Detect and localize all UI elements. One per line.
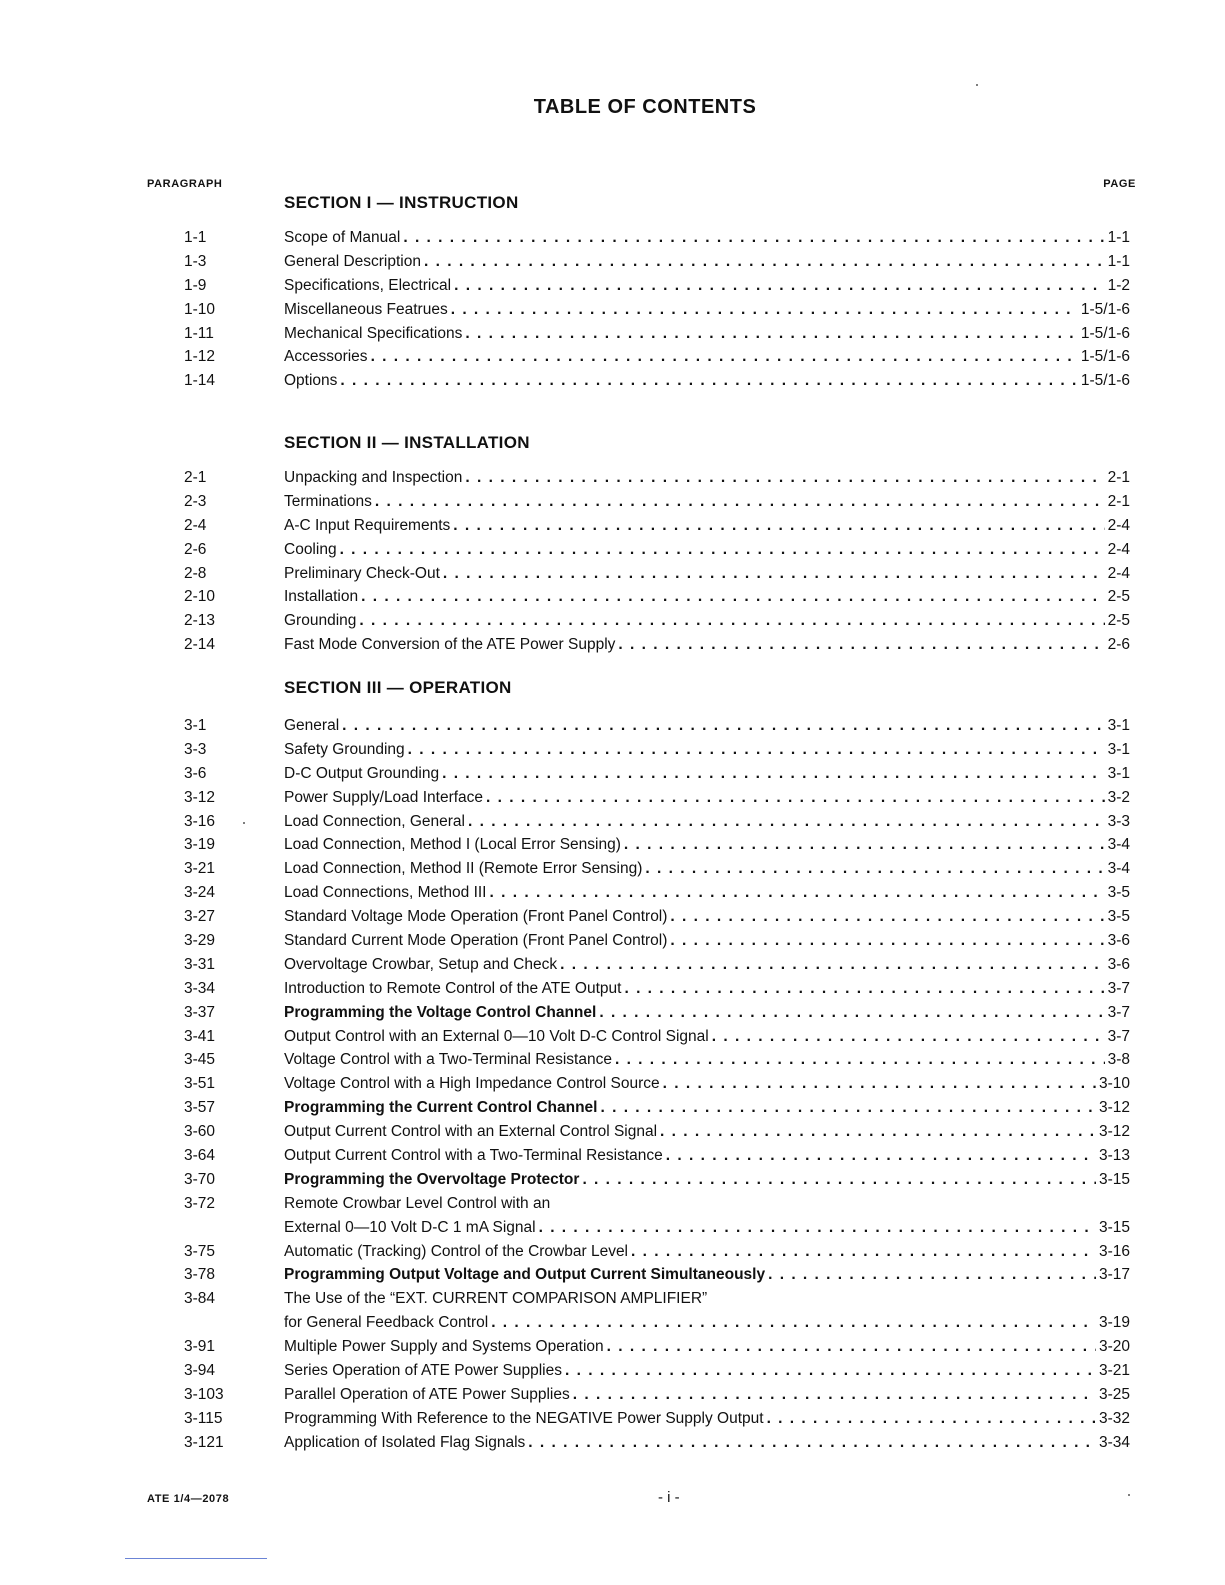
dot-leader xyxy=(403,227,1104,249)
entry-title: for General Feedback Control xyxy=(284,1314,489,1332)
toc-entry xyxy=(0,515,1225,539)
entry-title: Automatic (Tracking) Control of the Crowbar Level xyxy=(284,1242,629,1260)
entry-line xyxy=(284,811,1130,833)
entry-line xyxy=(284,1049,1130,1071)
toc-entry xyxy=(0,763,1225,787)
toc-entry xyxy=(0,634,1225,658)
toc-entry xyxy=(0,251,1225,275)
entry-line xyxy=(284,787,1130,809)
entry-title: Output Control with an External 0—10 Volt D-C Control Signal xyxy=(284,1027,709,1045)
dot-leader xyxy=(361,586,1104,608)
page-reference: 3-6 xyxy=(1107,955,1130,973)
entry-line xyxy=(284,1217,1130,1239)
entry-line xyxy=(284,227,1130,249)
paragraph-number: 1-10 xyxy=(184,300,216,318)
page-reference: 3-20 xyxy=(1098,1338,1130,1356)
page-reference: 2-1 xyxy=(1107,492,1130,510)
entry-line xyxy=(284,834,1130,856)
dot-leader xyxy=(712,1026,1105,1048)
page-reference: 3-5 xyxy=(1107,884,1130,902)
entry-line xyxy=(284,1336,1130,1358)
entry-line xyxy=(284,1312,1130,1334)
paragraph-number: 1-9 xyxy=(184,276,207,294)
dot-leader xyxy=(539,1217,1096,1239)
entry-line xyxy=(284,586,1130,608)
paragraph-number: 3-84 xyxy=(184,1290,216,1308)
page-reference: 3-2 xyxy=(1107,788,1130,806)
page-reference: 2-4 xyxy=(1107,516,1130,534)
entry-title: Miscellaneous Featrues xyxy=(284,300,448,318)
toc-entry xyxy=(0,715,1225,739)
entry-line xyxy=(284,346,1130,368)
section-title: SECTION I — INSTRUCTION xyxy=(284,193,519,212)
entry-title: Options xyxy=(284,372,338,390)
toc-entry xyxy=(0,978,1225,1002)
entry-line xyxy=(284,1288,1130,1310)
toc-entry xyxy=(0,1360,1225,1384)
toc-entry xyxy=(0,227,1225,251)
entry-title: Overvoltage Crowbar, Setup and Check xyxy=(284,955,558,973)
entry-title: Output Current Control with a Two-Terminal Resistance xyxy=(284,1147,663,1165)
toc-entry xyxy=(0,346,1225,370)
dot-leader xyxy=(342,715,1104,737)
entry-line xyxy=(284,299,1130,321)
document-number: ATE 1/4—2078 xyxy=(147,1493,230,1505)
entry-line xyxy=(284,739,1130,761)
toc-entry xyxy=(0,275,1225,299)
toc-entry xyxy=(0,906,1225,930)
paragraph-number: 3-16 xyxy=(184,812,216,830)
entry-title: Multiple Power Supply and Systems Operation xyxy=(284,1338,604,1356)
paragraph-number: 3-103 xyxy=(184,1385,224,1403)
dot-leader xyxy=(442,763,1105,785)
entry-title: Standard Voltage Mode Operation (Front Panel Control) xyxy=(284,908,668,926)
paragraph-number: 2-13 xyxy=(184,612,216,630)
section-title: SECTION III — OPERATION xyxy=(284,678,512,697)
entry-title: Series Operation of ATE Power Supplies xyxy=(284,1362,562,1380)
paragraph-number: 3-12 xyxy=(184,788,216,806)
page-reference: 3-12 xyxy=(1098,1123,1130,1141)
entry-line xyxy=(284,323,1130,345)
entry-title: Output Current Control with an External Control Signal xyxy=(284,1123,658,1141)
toc-entry xyxy=(0,834,1225,858)
entry-line xyxy=(284,858,1130,880)
dot-leader xyxy=(468,811,1105,833)
toc-entry xyxy=(0,787,1225,811)
paragraph-number: 2-6 xyxy=(184,540,207,558)
page-reference: 1-5/1-6 xyxy=(1080,348,1130,366)
toc-entry xyxy=(0,1145,1225,1169)
toc-entry xyxy=(0,954,1225,978)
entry-line xyxy=(284,882,1130,904)
paragraph-number: 3-24 xyxy=(184,884,216,902)
entry-title: Fast Mode Conversion of the ATE Power Supply xyxy=(284,636,616,654)
page-reference: 2-4 xyxy=(1107,540,1130,558)
page-reference: 3-19 xyxy=(1098,1314,1130,1332)
toc-entry xyxy=(0,930,1225,954)
toc-entry xyxy=(0,811,1225,835)
toc-entry xyxy=(0,586,1225,610)
page-reference: 2-4 xyxy=(1107,564,1130,582)
entry-line xyxy=(284,930,1130,952)
page-reference: 3-12 xyxy=(1098,1099,1130,1117)
toc-entry xyxy=(0,563,1225,587)
paragraph-number: 3-70 xyxy=(184,1170,216,1188)
entry-title: Voltage Control with a Two-Terminal Resistance xyxy=(284,1051,612,1069)
page-reference: 3-17 xyxy=(1098,1266,1130,1284)
paragraph-number: 1-11 xyxy=(184,324,214,342)
page-reference: 2-1 xyxy=(1107,469,1130,486)
toc-entry xyxy=(0,1121,1225,1145)
dot-leader xyxy=(465,467,1104,489)
paragraph-number: 3-72 xyxy=(184,1194,216,1212)
dot-leader xyxy=(424,251,1105,273)
paragraph-number: 3-6 xyxy=(184,764,207,782)
paragraph-number: 3-3 xyxy=(184,740,207,758)
paragraph-number: 3-60 xyxy=(184,1123,216,1141)
entry-line xyxy=(284,467,1130,489)
toc-entry xyxy=(0,1288,1225,1312)
entry-title: Mechanical Specifications xyxy=(284,324,463,342)
paragraph-number: 3-121 xyxy=(184,1433,224,1451)
entry-title: A-C Input Requirements xyxy=(284,516,451,534)
page-reference: 3-25 xyxy=(1098,1385,1130,1403)
paragraph-number: 3-115 xyxy=(184,1409,223,1427)
dot-leader xyxy=(645,858,1104,880)
entry-title: Preliminary Check-Out xyxy=(284,564,440,582)
toc-entry xyxy=(0,1097,1225,1121)
page-reference: 3-5 xyxy=(1107,908,1130,926)
entry-title: Unpacking and Inspection xyxy=(284,469,463,486)
entry-line xyxy=(284,1360,1130,1382)
entry-line xyxy=(284,491,1130,513)
dot-leader xyxy=(582,1169,1096,1191)
entry-title: Programming With Reference to the NEGATIVE Power Supply Output xyxy=(284,1409,764,1427)
paragraph-number: 2-8 xyxy=(184,564,207,582)
entry-title: Power Supply/Load Interface xyxy=(284,788,484,806)
entry-line xyxy=(284,1073,1130,1095)
page-title: TABLE OF CONTENTS xyxy=(533,96,757,118)
toc-entry xyxy=(0,1312,1225,1336)
entry-title: Standard Current Mode Operation (Front Panel Control) xyxy=(284,932,668,950)
entry-title: Programming the Overvoltage Protector xyxy=(284,1170,580,1188)
toc-entry xyxy=(0,1193,1225,1217)
entry-title: Programming the Current Control Channel xyxy=(284,1099,598,1117)
entry-line xyxy=(284,1097,1130,1119)
entry-line xyxy=(284,1384,1130,1406)
entry-title: External 0—10 Volt D-C 1 mA Signal xyxy=(284,1218,536,1236)
toc-entry xyxy=(0,1049,1225,1073)
paragraph-number: 3-91 xyxy=(184,1338,216,1356)
paragraph-number: 3-37 xyxy=(184,1003,216,1021)
toc-entry xyxy=(0,370,1225,394)
toc-entry xyxy=(0,1336,1225,1360)
paragraph-number: 1-3 xyxy=(184,252,207,270)
entry-title: Cooling xyxy=(284,540,337,558)
page-reference: 3-13 xyxy=(1098,1147,1130,1165)
dot-leader xyxy=(560,954,1104,976)
entry-line xyxy=(284,563,1130,585)
page-reference: 3-16 xyxy=(1098,1242,1130,1260)
entry-title: Programming the Voltage Control Channel xyxy=(284,1003,597,1021)
entry-line xyxy=(284,1169,1130,1191)
entry-title: Programming Output Voltage and Output Current Simultaneously xyxy=(284,1266,766,1284)
entry-title: Load Connection, General xyxy=(284,812,465,830)
page-reference: 1-5/1-6 xyxy=(1080,300,1130,318)
entry-line xyxy=(284,1026,1130,1048)
page-reference: 1-1 xyxy=(1107,229,1130,246)
page-reference: 2-5 xyxy=(1107,612,1130,630)
entry-line xyxy=(284,1121,1130,1143)
toc-entry xyxy=(0,1217,1225,1241)
dot-leader xyxy=(607,1336,1096,1358)
page-reference: 1-2 xyxy=(1107,276,1130,294)
page-reference: 2-5 xyxy=(1107,588,1130,606)
page-reference: 3-8 xyxy=(1107,1051,1130,1069)
dot-leader xyxy=(454,275,1104,297)
scan-artifact-line xyxy=(125,1558,267,1559)
entry-title: Load Connection, Method II (Remote Error Sensing) xyxy=(284,860,643,878)
dot-leader xyxy=(340,539,1105,561)
dot-leader xyxy=(618,634,1104,656)
page-reference: 3-1 xyxy=(1107,717,1130,734)
dot-leader xyxy=(490,882,1105,904)
dot-leader xyxy=(451,299,1078,321)
toc-entry xyxy=(0,1384,1225,1408)
paragraph-number: 2-10 xyxy=(184,588,216,606)
toc-entry xyxy=(0,1432,1225,1456)
dot-leader xyxy=(767,1408,1096,1430)
toc-entry xyxy=(0,858,1225,882)
entry-title: Remote Crowbar Level Control with an xyxy=(284,1194,551,1212)
paragraph-number: 3-34 xyxy=(184,979,216,997)
paragraph-number: 3-21 xyxy=(184,860,216,878)
toc-entry xyxy=(0,299,1225,323)
page-reference: 3-34 xyxy=(1098,1433,1130,1451)
dot-leader xyxy=(615,1049,1105,1071)
dot-leader xyxy=(599,1002,1104,1024)
entry-line xyxy=(284,634,1130,656)
entry-title: Load Connections, Method III xyxy=(284,884,487,902)
paragraph-number: 3-27 xyxy=(184,908,216,926)
toc-entry xyxy=(0,467,1225,491)
paragraph-number: 2-1 xyxy=(184,469,207,486)
scan-speck xyxy=(1128,1494,1130,1496)
paragraph-number: 2-14 xyxy=(184,636,216,654)
paragraph-number: 3-1 xyxy=(184,717,207,734)
toc-entry xyxy=(0,323,1225,347)
entry-title: Terminations xyxy=(284,492,372,510)
dot-leader xyxy=(465,323,1078,345)
toc-entry xyxy=(0,739,1225,763)
entry-line xyxy=(284,610,1130,632)
entry-line xyxy=(284,1408,1130,1430)
paragraph-number: 3-78 xyxy=(184,1266,216,1284)
dot-leader xyxy=(371,346,1078,368)
scan-speck xyxy=(976,84,978,86)
entry-line xyxy=(284,1002,1130,1024)
section-title: SECTION II — INSTALLATION xyxy=(284,433,530,452)
entry-title: Installation xyxy=(284,588,359,606)
page-number: - i - xyxy=(658,1489,680,1506)
entry-title: Parallel Operation of ATE Power Supplies xyxy=(284,1385,570,1403)
paragraph-column-header: PARAGRAPH xyxy=(147,178,223,190)
entry-line xyxy=(284,370,1130,392)
page-reference: 3-4 xyxy=(1107,836,1130,854)
entry-line xyxy=(284,954,1130,976)
page-reference: 3-7 xyxy=(1107,1003,1130,1021)
entry-line xyxy=(284,251,1130,273)
toc-entry xyxy=(0,882,1225,906)
entry-line xyxy=(284,906,1130,928)
toc-entries xyxy=(0,227,1225,394)
toc-entries xyxy=(0,467,1225,658)
entry-title: Load Connection, Method I (Local Error Sensing) xyxy=(284,836,621,854)
toc-entries xyxy=(0,715,1225,1456)
paragraph-number: 3-19 xyxy=(184,836,216,854)
toc-entry xyxy=(0,539,1225,563)
entry-line xyxy=(284,715,1130,737)
page-reference: 3-21 xyxy=(1098,1362,1130,1380)
dot-leader xyxy=(768,1264,1096,1286)
dot-leader xyxy=(443,563,1105,585)
entry-title: Application of Isolated Flag Signals xyxy=(284,1433,526,1451)
dot-leader xyxy=(573,1384,1096,1406)
page-column-header: PAGE xyxy=(1103,178,1136,190)
dot-leader xyxy=(528,1432,1096,1454)
toc-entry xyxy=(0,610,1225,634)
entry-title: Accessories xyxy=(284,348,368,366)
dot-leader xyxy=(624,834,1105,856)
entry-title: Safety Grounding xyxy=(284,740,405,758)
page-reference: 3-6 xyxy=(1107,932,1130,950)
paragraph-number: 3-31 xyxy=(184,955,216,973)
entry-line xyxy=(284,978,1130,1000)
dot-leader xyxy=(375,491,1105,513)
dot-leader xyxy=(340,370,1077,392)
entry-line xyxy=(284,1193,1130,1215)
page-reference: 3-1 xyxy=(1107,764,1130,782)
page-reference: 3-4 xyxy=(1107,860,1130,878)
paragraph-number: 3-29 xyxy=(184,932,216,950)
entry-line xyxy=(284,539,1130,561)
entry-line xyxy=(284,1145,1130,1167)
entry-title: Grounding xyxy=(284,612,357,630)
page-reference: 1-5/1-6 xyxy=(1080,324,1130,342)
dot-leader xyxy=(600,1097,1096,1119)
dot-leader xyxy=(660,1121,1096,1143)
paragraph-number: 1-14 xyxy=(184,372,216,390)
paragraph-number: 3-64 xyxy=(184,1147,216,1165)
entry-line xyxy=(284,1264,1130,1286)
page-reference: 1-5/1-6 xyxy=(1080,372,1130,390)
paragraph-number: 3-41 xyxy=(184,1027,216,1045)
toc-entry xyxy=(0,1241,1225,1265)
paragraph-number: 3-57 xyxy=(184,1099,216,1117)
toc-entry xyxy=(0,1408,1225,1432)
toc-entry xyxy=(0,1002,1225,1026)
paragraph-number: 2-4 xyxy=(184,516,207,534)
paragraph-number: 1-1 xyxy=(184,229,207,246)
entry-title: Introduction to Remote Control of the ATE Output xyxy=(284,979,622,997)
toc-entry xyxy=(0,1264,1225,1288)
dot-leader xyxy=(663,1073,1096,1095)
dot-leader xyxy=(670,930,1104,952)
entry-line xyxy=(284,1432,1130,1454)
entry-title: D-C Output Grounding xyxy=(284,764,440,782)
dot-leader xyxy=(491,1312,1096,1334)
toc-entry xyxy=(0,1169,1225,1193)
dot-leader xyxy=(631,1241,1096,1263)
dot-leader xyxy=(486,787,1105,809)
entry-line xyxy=(284,763,1130,785)
paragraph-number: 3-75 xyxy=(184,1242,216,1260)
entry-title: Voltage Control with a High Impedance Control Source xyxy=(284,1075,660,1093)
paragraph-number: 3-45 xyxy=(184,1051,216,1069)
dot-leader xyxy=(666,1145,1096,1167)
paragraph-number: 2-3 xyxy=(184,492,207,510)
entry-line xyxy=(284,275,1130,297)
page-reference: 3-15 xyxy=(1098,1170,1130,1188)
dot-leader xyxy=(359,610,1104,632)
toc-entry xyxy=(0,491,1225,515)
paragraph-number: 1-12 xyxy=(184,348,216,366)
entry-title: Specifications, Electrical xyxy=(284,276,452,294)
dot-leader xyxy=(565,1360,1096,1382)
dot-leader xyxy=(670,906,1104,928)
page-reference: 3-3 xyxy=(1107,812,1130,830)
paragraph-number: 3-94 xyxy=(184,1362,216,1380)
dot-leader xyxy=(453,515,1104,537)
page-reference: 1-1 xyxy=(1107,252,1130,270)
dot-leader xyxy=(624,978,1104,1000)
paragraph-number: 3-51 xyxy=(184,1075,216,1093)
page-reference: 3-1 xyxy=(1107,740,1130,758)
entry-line xyxy=(284,515,1130,537)
page-reference: 3-7 xyxy=(1107,1027,1130,1045)
entry-title: The Use of the “EXT. CURRENT COMPARISON AMPLIFIER” xyxy=(284,1290,708,1308)
page-reference: 3-15 xyxy=(1098,1218,1130,1236)
page-reference: 2-6 xyxy=(1107,636,1130,654)
dot-leader xyxy=(408,739,1105,761)
entry-line xyxy=(284,1241,1130,1263)
entry-title: Scope of Manual xyxy=(284,229,401,246)
page-reference: 3-10 xyxy=(1098,1075,1130,1093)
page-reference: 3-7 xyxy=(1107,979,1130,997)
page-reference: 3-32 xyxy=(1098,1409,1130,1427)
scan-speck xyxy=(243,822,245,824)
entry-title: General Description xyxy=(284,252,421,270)
toc-entry xyxy=(0,1026,1225,1050)
toc-entry xyxy=(0,1073,1225,1097)
entry-title: General xyxy=(284,717,340,734)
